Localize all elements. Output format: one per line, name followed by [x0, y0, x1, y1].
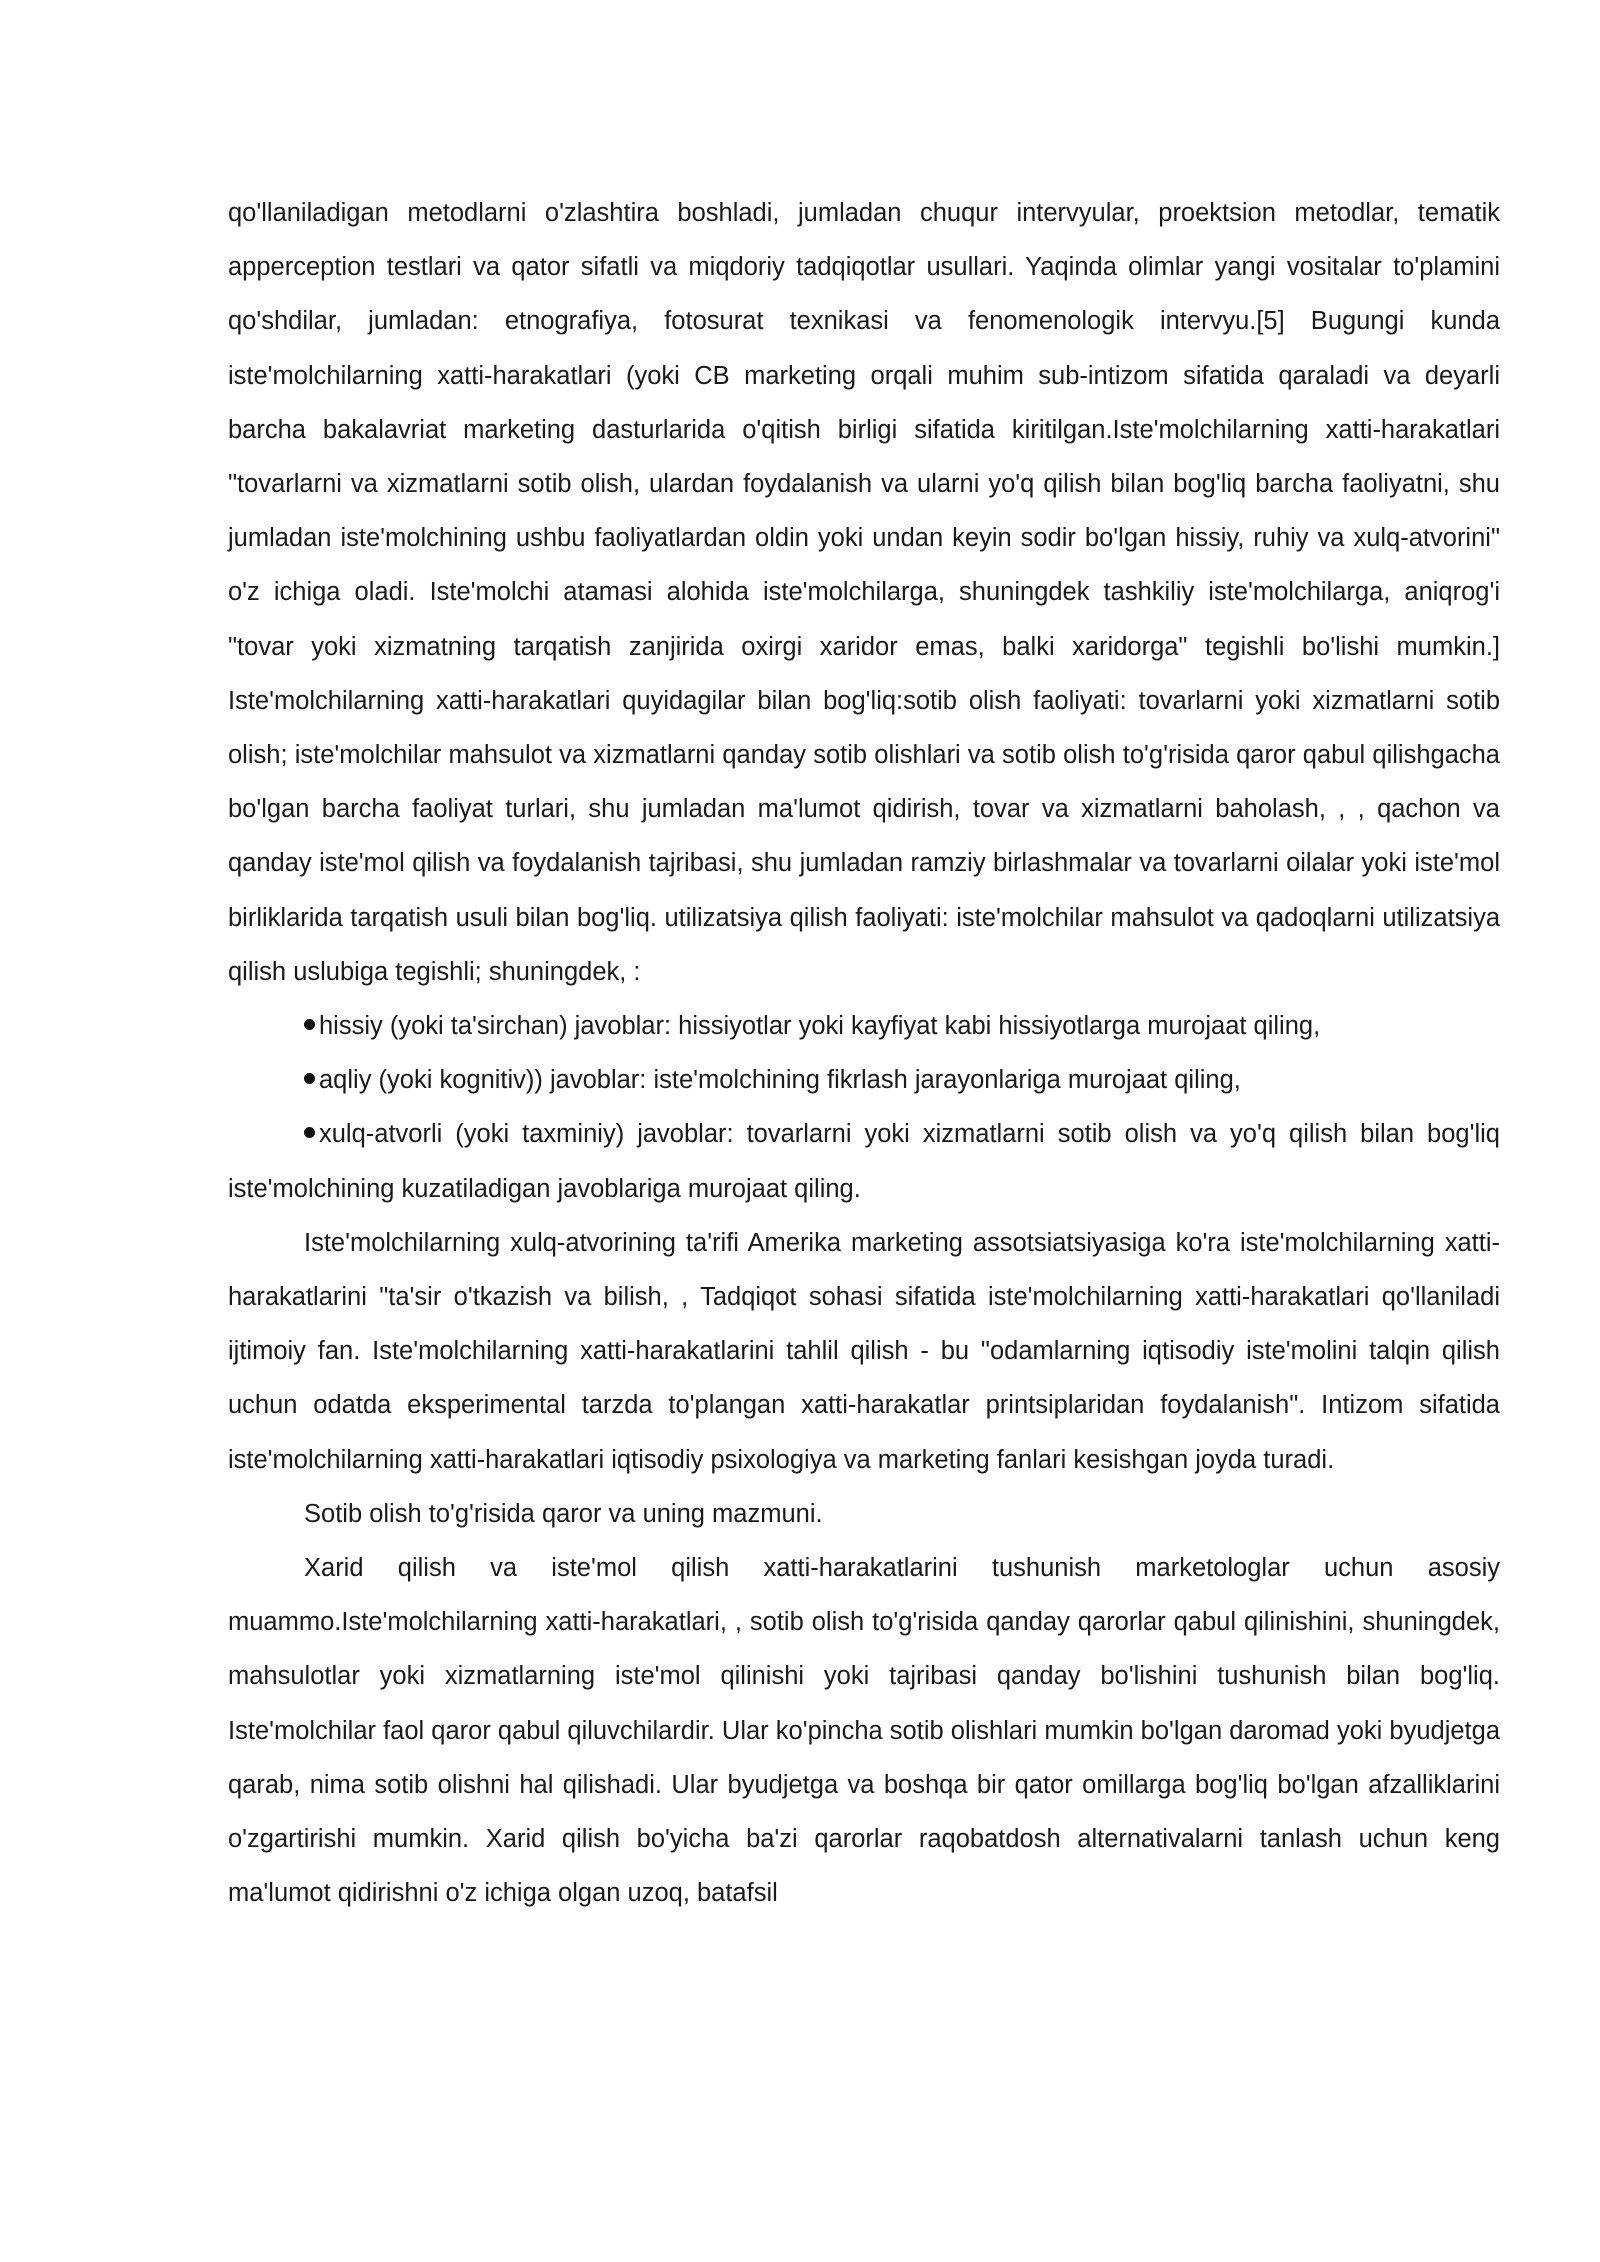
- bullet-item-cognitive: [228, 1053, 1500, 1107]
- bullet-text: xulq-atvorli (yoki taxminiy) javoblar: tovarlarni yoki xizmatlarni sotib olish va yo'q qilish bilan bog'liq iste'molchining kuzatiladigan javoblariga murojaat qiling.: [228, 1120, 1500, 1203]
- paragraph-ama-definition: Iste'molchilarning xulq-atvorining ta'rifi Amerika marketing assotsiatsiyasiga ko'ra iste'molchilarning xatti-harakatlarini "ta'sir o'tkazish va bilish, , Tadqiqot sohasi sifatida iste'molchilarning xatti-harakatlari qo'llaniladi ijtimoiy fan. Iste'molchilarning xatti-harakatlarini tahlil qilish - bu "odamlarning iqtisodiy iste'molini talqin qilish uchun odatda eksperimental tarzda to'plangan xatti-harakatlar printsiplaridan foydalanish". Intizom sifatida iste'molchilarning xatti-harakatlari iqtisodiy psixologiya va marketing fanlari kesishgan joyda turadi.: [228, 1228, 1500, 1474]
- bullet-item-behavioral: [228, 1107, 1500, 1215]
- document-page: [228, 186, 1500, 1921]
- paragraph-heading-purchase-decision: Sotib olish to'g'risida qaror va uning mazmuni.: [304, 1499, 823, 1528]
- bullet-dot-icon: [304, 1073, 315, 1084]
- paragraph-purchase-behavior: Xarid qilish va iste'mol qilish xatti-harakatlarini tushunish marketologlar uchun asosiy muammo.Iste'molchilarning xatti-harakatlari, , sotib olish to'g'risida qanday qarorlar qabul qilinishini, shuningdek, mahsulotlar yoki xizmatlarning iste'mol qilinishi yoki tajribasi qanday bo'lishini tushunish bilan bog'liq. Iste'molchilar faol qaror qabul qiluvchilardir. Ular ko'pincha sotib olishlari mumkin bo'lgan daromad yoki byudjetga qarab, nima sotib olishni hal qilishadi. Ular byudjetga va boshqa bir qator omillarga bog'liq bo'lgan afzalliklarini o'zgartirishi mumkin. Xarid qilish bo'yicha ba'zi qarorlar raqobatdosh alternativalarni tanlash uchun keng ma'lumot qidirishni o'z ichiga olgan uzoq, batafsil: [228, 1554, 1500, 1908]
- bullet-dot-icon: [304, 1127, 315, 1138]
- bullet-text: aqliy (yoki kognitiv)) javoblar: iste'molchining fikrlash jarayonlariga murojaat qiling,: [319, 1066, 1241, 1095]
- bullet-item-affective: [228, 999, 1500, 1053]
- bullet-text: hissiy (yoki ta'sirchan) javoblar: hissiyotlar yoki kayfiyat kabi hissiyotlarga murojaat qiling,: [319, 1012, 1321, 1041]
- paragraph-consumer-behavior-intro: qo'llaniladigan metodlarni o'zlashtira boshladi, jumladan chuqur intervyular, proektsion metodlar, tematik apperception testlari va qator sifatli va miqdoriy tadqiqotlar usullari. Yaqinda olimlar yangi vositalar to'plamini qo'shdilar, jumladan: etnografiya, fotosurat texnikasi va fenomenologik intervyu.[5] Bugungi kunda iste'molchilarning xatti-harakatlari (yoki CB marketing orqali muhim sub-intizom sifatida qaraladi va deyarli barcha bakalavriat marketing dasturlarida o'qitish birligi sifatida kiritilgan.Iste'molchilarning xatti-harakatlari "tovarlarni va xizmatlarni sotib olish, ulardan foydalanish va ularni yo'q qilish bilan bog'liq barcha faoliyatni, shu jumladan iste'molchining ushbu faoliyatlardan oldin yoki undan keyin sodir bo'lgan hissiy, ruhiy va xulq-atvorini" o'z ichiga oladi. Iste'molchi atamasi alohida iste'molchilarga, shuningdek tashkiliy iste'molchilarga, aniqrog'i "tovar yoki xizmatning tarqatish zanjirida oxirgi xaridor emas, balki xaridorga" tegishli bo'lishi mumkin.] Iste'molchilarning xatti-harakatlari quyidagilar bilan bog'liq:sotib olish faoliyati: tovarlarni yoki xizmatlarni sotib olish; iste'molchilar mahsulot va xizmatlarni qanday sotib olishlari va sotib olish to'g'risida qaror qabul qilishgacha bo'lgan barcha faoliyat turlari, shu jumladan ma'lumot qidirish, tovar va xizmatlarni baholash, , , qachon va qanday iste'mol qilish va foydalanish tajribasi, shu jumladan ramziy birlashmalar va tovarlarni oilalar yoki iste'mol birliklarida tarqatish usuli bilan bog'liq. utilizatsiya qilish faoliyati: iste'molchilar mahsulot va qadoqlarni utilizatsiya qilish uslubiga tegishli; shuningdek, :: [228, 199, 1500, 986]
- bullet-dot-icon: [304, 1019, 315, 1030]
